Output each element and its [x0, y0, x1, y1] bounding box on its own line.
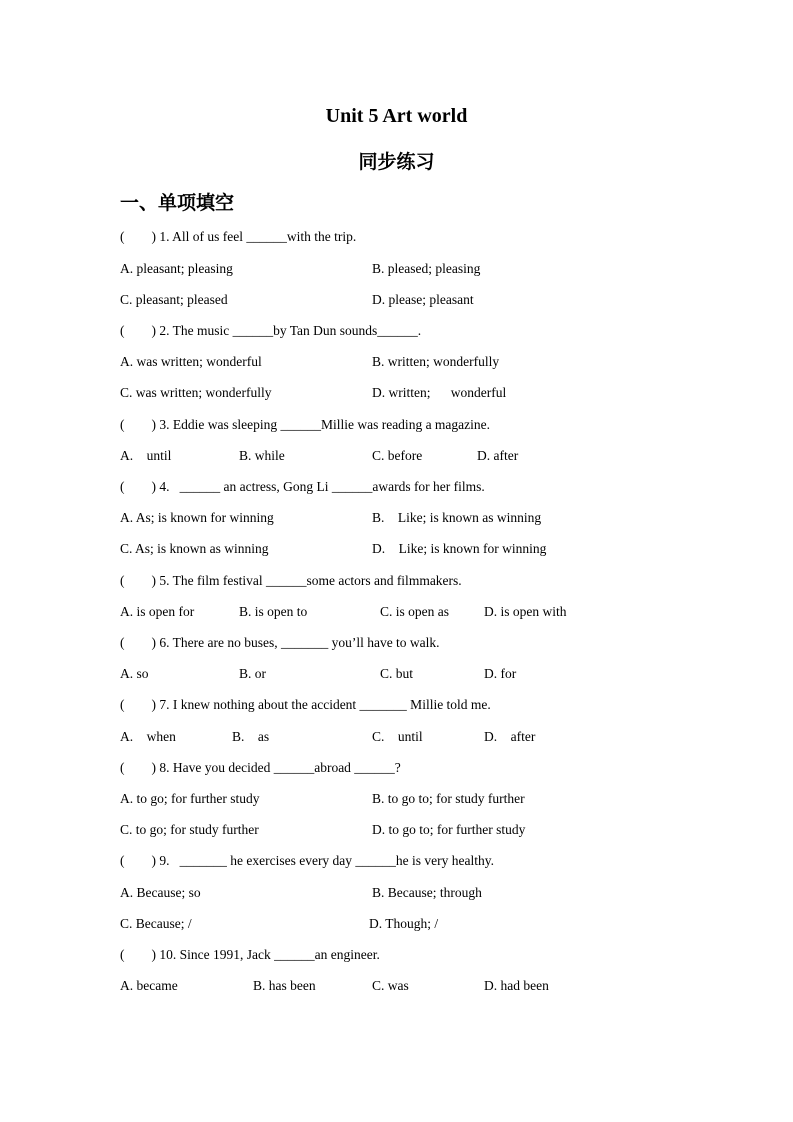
question-stem: ( ) 3. Eddie was sleeping ______Millie was reading a magazine. [120, 417, 491, 432]
document-title: Unit 5 Art world [325, 105, 468, 127]
option-c: C. is open as [380, 604, 449, 619]
option-b: B. Because; through [372, 885, 482, 900]
option-b: B. written; wonderfully [372, 354, 500, 369]
option-c: C. before [372, 448, 423, 463]
question-stem: ( ) 5. The film festival ______some actors and filmmakers. [120, 573, 462, 588]
option-d: D. after [484, 729, 536, 744]
option-a: A. Because; so [120, 885, 201, 900]
question-stem: ( ) 9. _______ he exercises every day ______he is very healthy. [120, 853, 495, 868]
option-d: D. written; wonderful [372, 385, 507, 400]
option-a: A. pleasant; pleasing [120, 261, 233, 276]
option-c: C. was written; wonderfully [120, 385, 272, 400]
option-c: C. to go; for study further [120, 822, 259, 837]
option-d: D. for [484, 666, 517, 681]
option-a: A. so [120, 666, 149, 681]
question-stem: ( ) 10. Since 1991, Jack ______an engineer. [120, 947, 380, 962]
option-a: A. to go; for further study [120, 791, 260, 806]
question-stem: ( ) 6. There are no buses, _______ you’ll have to walk. [120, 635, 440, 650]
option-c: C. Because; / [120, 916, 192, 931]
document-subtitle: 同步练习 [358, 151, 435, 173]
question-stem: ( ) 2. The music ______by Tan Dun sounds______. [120, 323, 422, 338]
question-stem: ( ) 1. All of us feel ______with the trip. [120, 229, 357, 244]
option-c: C. As; is known as winning [120, 541, 269, 556]
question-stem: ( ) 4. ______ an actress, Gong Li ______awards for her films. [120, 479, 485, 494]
option-b: B. is open to [239, 604, 308, 619]
option-a: A. when [120, 729, 176, 744]
section-heading: 一、单项填空 [120, 192, 235, 214]
option-d: D. Though; / [369, 916, 439, 931]
question-stem: ( ) 8. Have you decided ______abroad ______? [120, 760, 401, 775]
question-stem: ( ) 7. I knew nothing about the accident _______ Millie told me. [120, 697, 491, 712]
option-a: A. is open for [120, 604, 195, 619]
option-d: D. please; pleasant [372, 292, 474, 307]
option-d: D. is open with [484, 604, 567, 619]
option-a: A. As; is known for winning [120, 510, 274, 525]
option-c: C. was [372, 978, 409, 993]
option-a: A. became [120, 978, 178, 993]
option-b: B. pleased; pleasing [372, 261, 481, 276]
option-c: C. pleasant; pleased [120, 292, 228, 307]
option-d: D. to go to; for further study [372, 822, 526, 837]
option-d: D. Like; is known for winning [372, 541, 547, 556]
option-c: C. until [372, 729, 423, 744]
option-b: B. has been [253, 978, 316, 993]
option-b: B. to go to; for study further [372, 791, 525, 806]
option-b: B. Like; is known as winning [372, 510, 542, 525]
option-a: A. was written; wonderful [120, 354, 262, 369]
option-c: C. but [380, 666, 414, 681]
option-b: B. or [239, 666, 266, 681]
option-d: D. had been [484, 978, 549, 993]
option-b: B. while [239, 448, 285, 463]
option-b: B. as [232, 729, 270, 744]
option-a: A. until [120, 448, 172, 463]
option-d: D. after [477, 448, 519, 463]
